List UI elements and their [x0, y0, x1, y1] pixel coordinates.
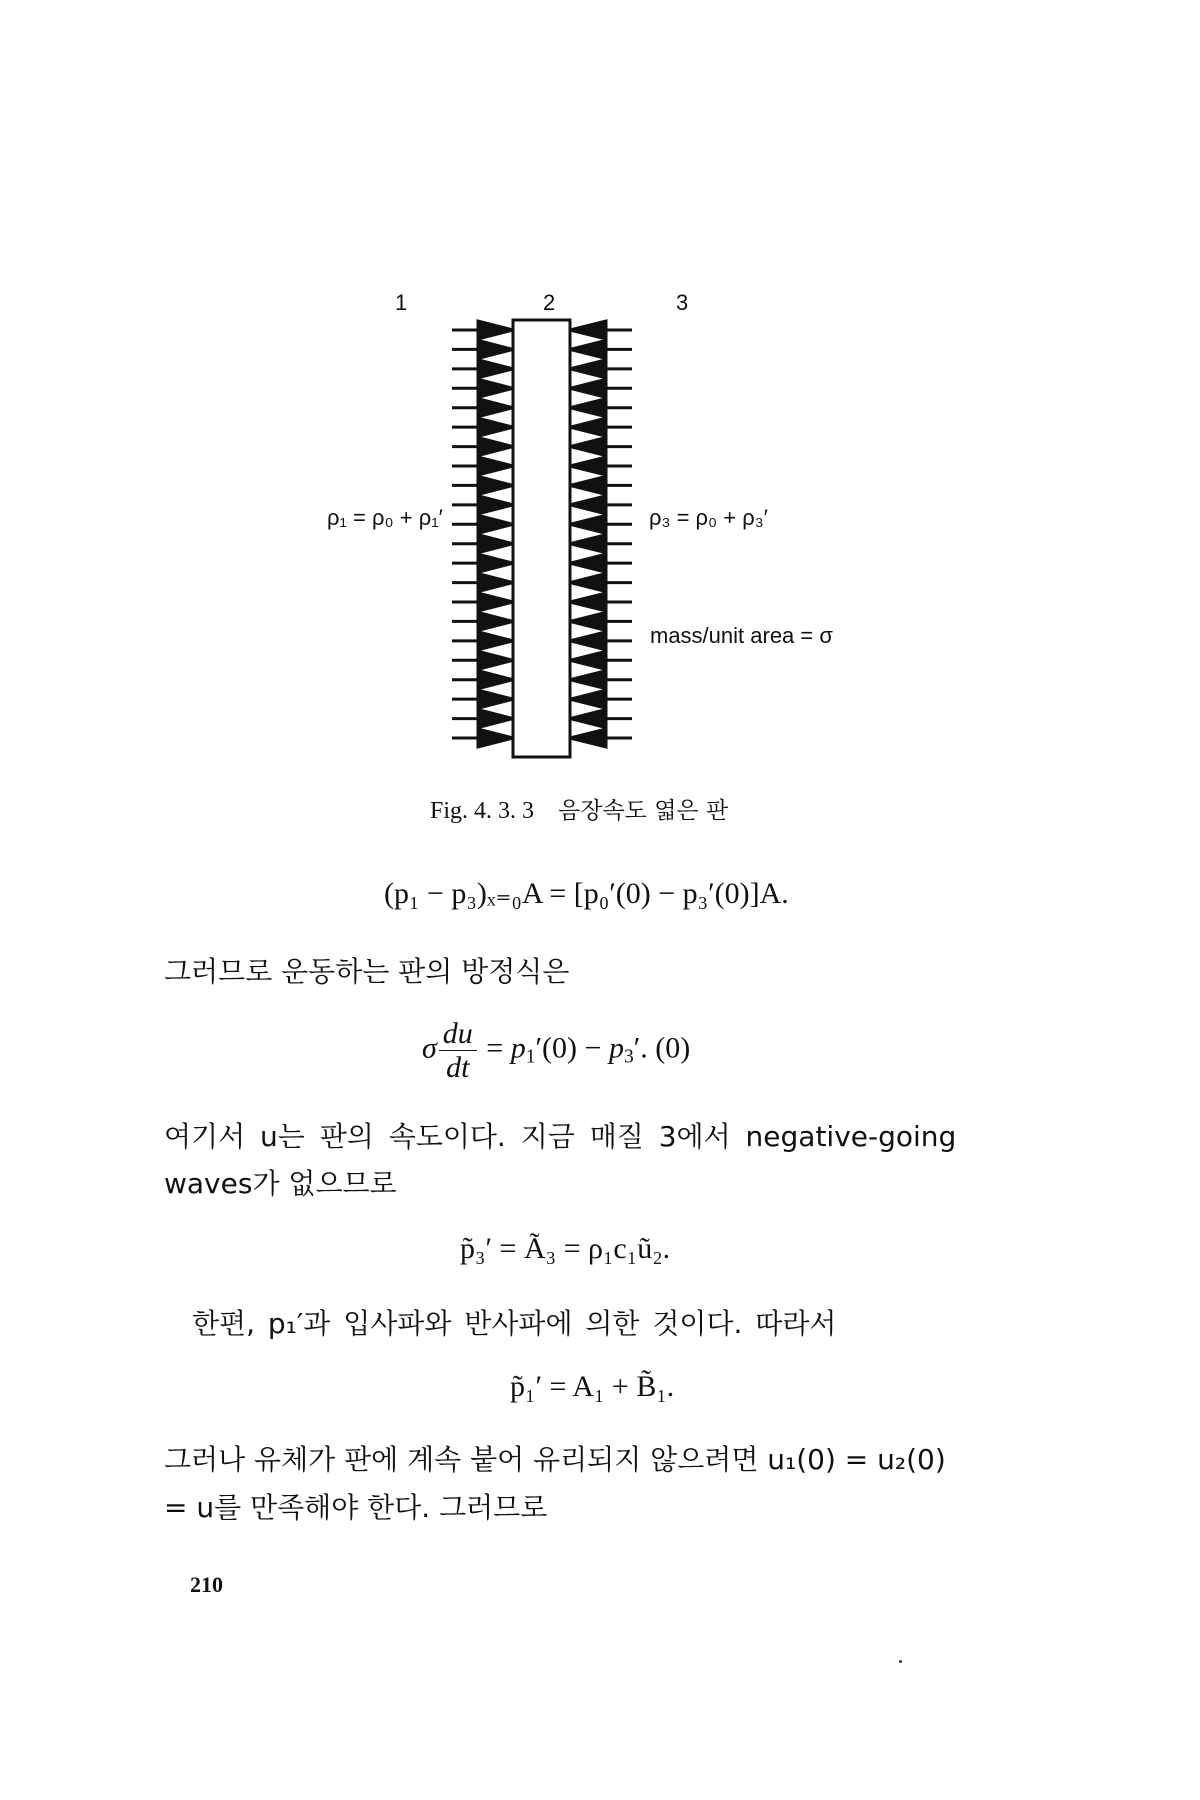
scan-dot — [899, 1660, 902, 1663]
plate — [513, 320, 570, 757]
right-pressure-wedges — [570, 321, 632, 747]
left-wedge — [478, 535, 513, 553]
text-line-4b: = u를 만족해야 한다. 그러므로 — [164, 1491, 548, 1524]
right-wedge — [570, 360, 606, 378]
left-wedge — [478, 651, 513, 669]
caption-number: Fig. 4. 3. 3 — [430, 798, 535, 824]
right-wedge — [570, 399, 606, 417]
text-line-1: 그러므로 운동하는 판의 방정식은 — [164, 955, 570, 988]
text-line-4a: 그러나 유체가 판에 계속 붙어 유리되지 않으려면 u₁(0) = u₂(0) — [164, 1443, 946, 1476]
right-wedge — [570, 632, 606, 650]
right-wedge — [570, 554, 606, 572]
left-wedge — [478, 710, 513, 728]
text-line-3: 한편, p₁′과 입사파와 반사파에 의한 것이다. 따라서 — [192, 1307, 837, 1340]
left-wedge — [478, 671, 513, 689]
left-wedge — [478, 379, 513, 397]
left-wedge — [478, 438, 513, 456]
right-wedge — [570, 418, 606, 436]
right-wedge — [570, 671, 606, 689]
left-wedge — [478, 457, 513, 475]
equation-1: (p₁ − p₃)ₓ₌₀A = [p₀′(0) − p₃′(0)]A. — [384, 877, 789, 910]
left-wedge — [478, 418, 513, 436]
right-wedge — [570, 340, 606, 358]
equation-4: p̃₁′ = A₁ + B̃₁. — [510, 1370, 675, 1403]
left-wedge — [478, 574, 513, 592]
right-wedge — [570, 379, 606, 397]
left-wedge — [478, 496, 513, 514]
right-wedge — [570, 574, 606, 592]
caption-text: 음장속도 엷은 판 — [558, 798, 729, 824]
right-wedge — [570, 612, 606, 630]
left-wedge — [478, 340, 513, 358]
right-wedge — [570, 515, 606, 533]
left-wedge — [478, 612, 513, 630]
right-wedge — [570, 438, 606, 456]
region-label-3: 3 — [676, 290, 689, 315]
figure-caption — [430, 792, 728, 825]
left-wedge — [478, 554, 513, 572]
text-line-2a: 여기서 u는 판의 속도이다. 지금 매질 3에서 negative-going — [164, 1120, 957, 1153]
left-wedge — [478, 515, 513, 533]
mass-per-area-label: mass/unit area = σ — [650, 623, 833, 648]
right-wedge — [570, 476, 606, 494]
right-density-label: ρ₃ = ρ₀ + ρ₃′ — [649, 505, 768, 530]
figure — [0, 0, 1200, 830]
plate-diagram — [0, 0, 1200, 830]
left-wedge — [478, 399, 513, 417]
region-label-2: 2 — [543, 290, 556, 315]
left-wedge — [478, 593, 513, 611]
right-wedge — [570, 651, 606, 669]
right-wedge — [570, 535, 606, 553]
left-wedge — [478, 321, 513, 339]
text-line-2b: waves가 없으므로 — [164, 1167, 397, 1200]
left-wedge — [478, 690, 513, 708]
left-wedge — [478, 360, 513, 378]
right-wedge — [570, 710, 606, 728]
left-density-label: ρ₁ = ρ₀ + ρ₁′ — [327, 505, 443, 530]
left-wedge — [478, 476, 513, 494]
region-label-1: 1 — [395, 290, 408, 315]
right-wedge — [570, 690, 606, 708]
equation-3: p̃₃′ = Ã₃ = ρ₁c₁ũ₂. — [460, 1232, 671, 1265]
equation-2: σ $\frac{du}{dt}$ = $p_1'(0) - p_3'$. (0) — [422, 1017, 691, 1084]
right-wedge — [570, 593, 606, 611]
left-wedge — [478, 729, 513, 747]
page-number: 210 — [190, 1572, 223, 1597]
left-wedge — [478, 632, 513, 650]
right-wedge — [570, 321, 606, 339]
right-wedge — [570, 496, 606, 514]
left-pressure-wedges — [452, 321, 513, 747]
right-wedge — [570, 457, 606, 475]
right-wedge — [570, 729, 606, 747]
